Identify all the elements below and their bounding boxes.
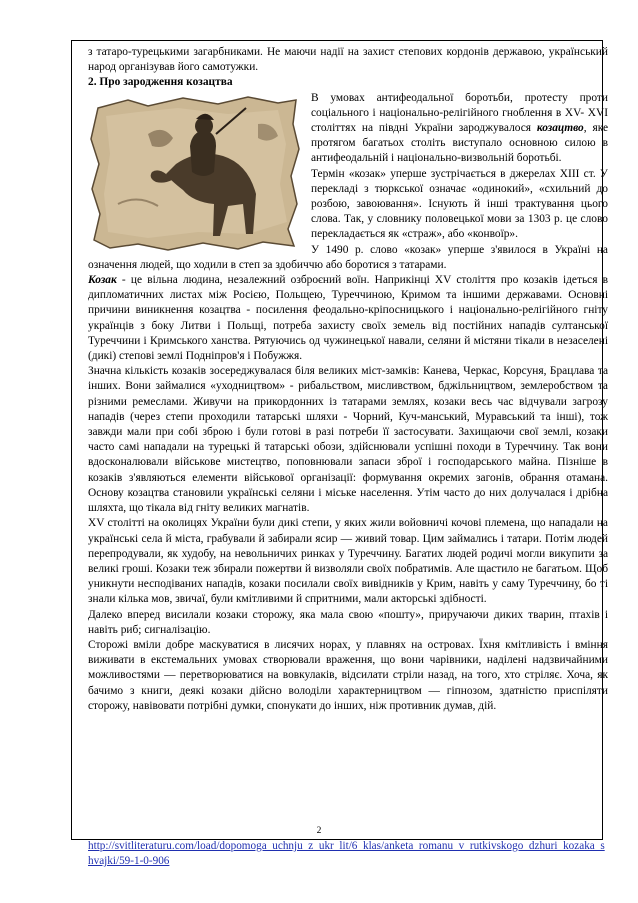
page-number: 2 — [316, 826, 322, 836]
para1-after: , яке протягом багатьох століть виступало основною силою в антифеодальній і національно-визвольній боротьбі. — [311, 122, 608, 165]
paragraph-1490: У 1490 р. слово «козак» уперше з'явилося в Україні на означення людей, що ходили в степ за здобиччю або боротися з татарами. — [88, 243, 608, 271]
document-body — [88, 45, 608, 714]
para1-before: В умовах антифеодальної боротьби, протесту проти соціального і національно-релігійного гноблення в XV- XVI століттях на півдні України зароджувалося — [311, 91, 608, 135]
kozak-definition-text: - це вільна людина, незалежний озброєний воїн. Наприкінці XV століття про козаків ідеться в дипломатичних листах між Росією, Польщею, Туреччиною, Кримом та іншими державами. Основні причини виникнення козацтва - посилення феодально-кріпосницького і національно-релігійного гніту українців з боку Литви і Польщі, потреба захисту своїх земель від постійних нападів султанської Туреччини і Кримського ханства. Рятуючись од чужинецької навали, селяни й містяни тікали в незаселені (дикі) степові землі Подніпров'я і Побужжя. — [88, 274, 608, 363]
cossack-illustration — [88, 94, 303, 252]
section-heading: 2. Про зародження козацтва — [88, 76, 233, 89]
para1-emphasis: козацтво — [536, 122, 584, 135]
paragraph-kozak-definition — [88, 273, 608, 364]
cossack-on-horse-parchment-illustration — [88, 94, 303, 252]
kozak-term: Козак — [88, 274, 117, 287]
paragraph-steppes: XV столітті на околицях України були дикі степи, у яких жили войовничі кочові племена, що нападали на українські села й міста, грабували й забирали ясир — живий товар. Цим займались і татари. Потім людей перепродували, як худобу, на невольничих ринках у Туреччину. Багатих людей родичі могли викупити за великі гроші. Козаки теж збирали пожертви й визволяли своїх побратимів. Але щастило не багатьом. Щоб уникнути несподіваних нападів, козаки посилали своїх вивідників у Крим, навіть у саму Туреччину, бо ті знали кілька мов, звичаї, були кмітливими й спритними, мали акторські здібності. — [88, 517, 608, 606]
paragraph-castles: Значна кількість козаків зосереджувалася біля великих міст-замків: Канева, Черкас, Корсуня, Брацлава та інших. Вони займалися «уходництвом» - рибальством, мисливством, бджільництвом, землеробством та різними ремеслами. Живучи на прикордонних із татарами землях, козаки весь час відчували загрозу нападів (через степи проходили татарські шляхи - Чорний, Куч-манський, Муравський та інші), тож завжди мали при собі зброю і були готові в разі потреби її застосувати. Захищаючи свої землі, козаки часто самі нападали на турецькі й татарські обози, здійснювали успішні походи в Туреччину. Так вони вдосконалювали військове мистецтво, поповнювали запаси зброї і господарського майна. Пізніше в козаків з'являються елементи військової організації: формування окремих загонів, обрання отамана. Основу козацтва становили українські селяни і міське населення. Утім часто до них долучалася і дрібна шляхта, що тікала від гніту великих магнатів. — [88, 365, 608, 515]
paragraph-guard: Далеко вперед висилали козаки сторожу, яка мала свою «пошту», приручаючи диких тварин, птахів і навіть риб; сигналізацію. — [88, 608, 608, 636]
paragraph-term-kozak: Термін «козак» уперше зустрічається в джерелах XIII ст. У перекладі з тюркської означає «одинокий», «схильний до розбою, завоювання». Існують й інші трактування цього слова. Так, у словнику половецької мови за 1303 р. це слово перекладається як «страж», або «конвоїр». — [311, 167, 608, 241]
paragraph-scouts: Сторожі вміли добре маскуватися в лисячих норах, у плавнях на островах. Їхня кмітливість і вміння виживати в екстемальних умовах створювали враження, що вони чарівники, наділені надзвичайними можливостями — перетворюватися на вовкулаків, відсилати стріли назад, на того, хто стріляє. Хоча, як бачимо з книги, деякі козаки дійсно володіли характерництвом — гіпнозом, здатністю приспіляти сторожу, навівовати потрібні думки, спонукати до інших, ніж противник думав, дій. — [88, 638, 608, 712]
intro-paragraph: з татаро-турецькими загарбниками. Не маючи надії на захист степових кордонів державою, український народ організував його самотужки. — [88, 46, 608, 74]
source-link[interactable]: http://svitliteraturu.com/load/dopomoga_uchnju_z_ukr_lit/6_klas/anketa_romanu_v_rutkivskogo_dzhuri_kozaka_shvajki/59-1-0-906 — [88, 840, 605, 867]
